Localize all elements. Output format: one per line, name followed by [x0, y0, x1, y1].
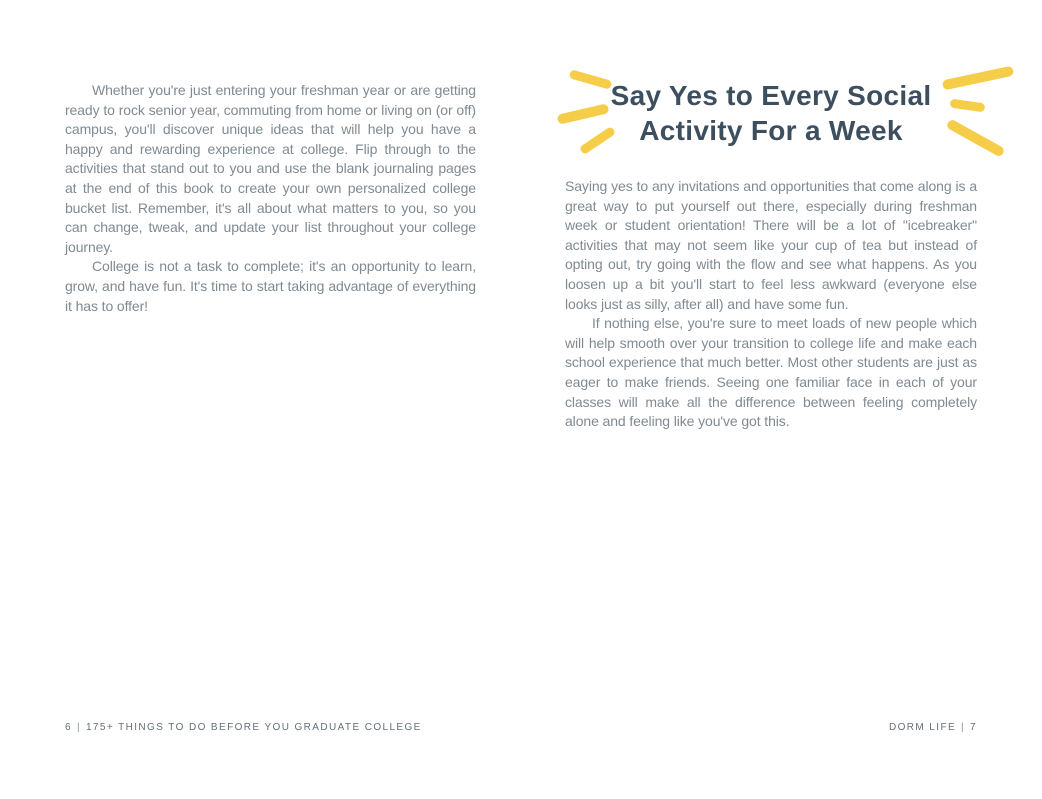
right-page-number: 7 [970, 722, 977, 733]
chapter-title [565, 78, 977, 148]
chapter-title-line-1: Say Yes to Every Social [610, 80, 932, 111]
section-title: DORM LIFE [888, 722, 957, 733]
footer-divider: | [961, 722, 966, 733]
chapter-paragraph-2: If nothing else, you're sure to meet loads of new people which will help smooth over your transition to college life and make each school experience that much better. Most other students are just as eager to make friends. Seeing one familiar face in each of your classes will make all the difference between feeling completely alone and feeling like you've got this. [565, 315, 977, 430]
right-page-footer [889, 722, 977, 733]
left-page-footer [65, 722, 422, 733]
sunburst-right-ray-top-icon [942, 66, 1015, 91]
chapter-title-line-2: Activity For a Week [639, 115, 903, 146]
intro-paragraph-2: College is not a task to complete; it's an opportunity to learn, grow, and have fun. It's time to start taking advantage of everything it has to offer! [65, 258, 476, 314]
footer-divider: | [76, 722, 81, 733]
intro-paragraph-1: Whether you're just entering your freshman year or are getting ready to rock senior year, commuting from home or living on (or off) campus, you'll discover unique ideas that will help you have a happy and rewarding experience at college. Flip through to the activities that stand out to you and use the blank journaling pages at the end of this book to create your own personalized college bucket list. Remember, it's all about what matters to you, so you can change, tweak, and update your list throughout your college journey. [65, 82, 476, 255]
left-page-number: 6 [65, 722, 72, 733]
right-page-body [565, 177, 977, 432]
left-page-body [65, 81, 476, 316]
chapter-paragraph-1: Saying yes to any invitations and opportunities that come along is a great way to put yourself out there, especially during freshman week or student orientation! There will be a lot of "icebreaker" activities that may not seem like your cup of tea but instead of opting out, try going with the flow and see what happens. As you loosen up a bit you'll start to feel less awkward (everyone else looks just as silly, after all) and have some fun. [565, 178, 977, 312]
book-title: 175+ THINGS TO DO BEFORE YOU GRADUATE COLLEGE [85, 722, 422, 733]
